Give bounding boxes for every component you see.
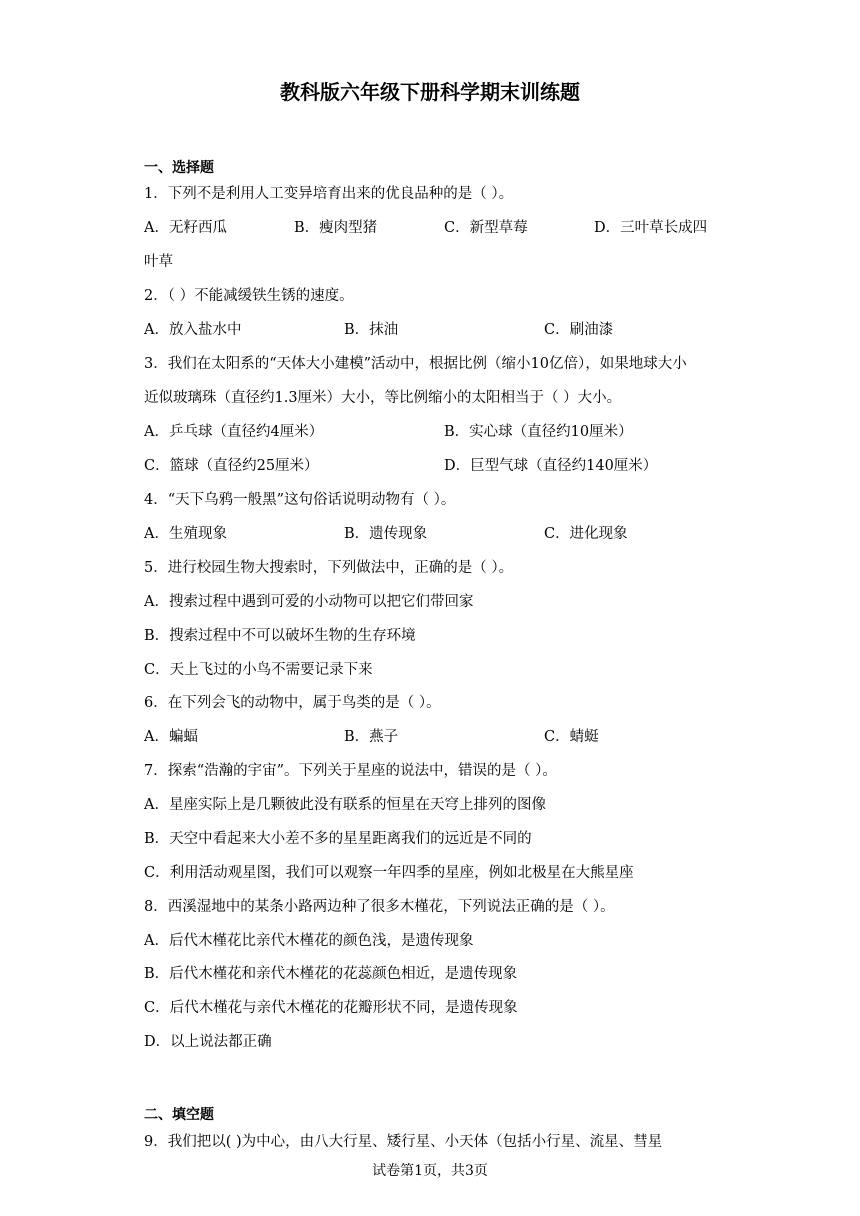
question-7-stem: 7．探索“浩瀚的宇宙”。下列关于星座的说法中，错误的是（ ）。 <box>144 763 557 779</box>
q7-option-c: C．利用活动观星图，我们可以观察一年四季的星座，例如北极星在大熊星座 <box>144 865 634 881</box>
q3-option-b: B．实心球（直径约10厘米） <box>444 424 633 440</box>
q1-option-c: C．新型草莓 <box>444 220 528 236</box>
question-2-stem: 2．（ ）不能减缓铁生锈的速度。 <box>144 288 354 304</box>
question-3-stem-line2: 近似玻璃珠（直径约1.3厘米）大小，等比例缩小的太阳相当于（ ）大小。 <box>144 390 622 406</box>
section-heading-fill: 二、填空题 <box>144 1107 214 1123</box>
q3-option-c: C．篮球（直径约25厘米） <box>144 458 319 474</box>
page-footer: 试卷第1页，共3页 <box>372 1163 488 1179</box>
q5-option-a: A．搜索过程中遇到可爱的小动物可以把它们带回家 <box>144 594 474 610</box>
q1-option-d: D．三叶草长成四 <box>594 220 708 236</box>
q4-option-c: C．进化现象 <box>544 526 628 542</box>
page-title: 教科版六年级下册科学期末训练题 <box>280 80 580 104</box>
q3-option-d: D．巨型气球（直径约140厘米） <box>444 458 658 474</box>
q3-option-a: A．乒乓球（直径约4厘米） <box>144 424 324 440</box>
q6-option-c: C．蜻蜓 <box>544 729 599 745</box>
q4-option-a: A．生殖现象 <box>144 526 227 542</box>
question-4-stem: 4．“天下乌鸦一般黑”这句俗话说明动物有（ ）。 <box>144 492 456 508</box>
q8-option-b: B．后代木槿花和亲代木槿花的花蕊颜色相近，是遗传现象 <box>144 966 518 982</box>
q1-option-d-wrap: 叶草 <box>144 254 173 270</box>
q4-option-b: B．遗传现象 <box>344 526 428 542</box>
question-5-stem: 5．进行校园生物大搜索时，下列做法中，正确的是（ ）。 <box>144 560 514 576</box>
question-1-stem: 1．下列不是利用人工变异培育出来的优良品种的是（ ）。 <box>144 186 514 202</box>
section-heading-choice: 一、选择题 <box>144 160 214 176</box>
q2-option-b: B．抹油 <box>344 322 399 338</box>
q7-option-b: B．天空中看起来大小差不多的星星距离我们的远近是不同的 <box>144 831 532 847</box>
q1-option-a: A．无籽西瓜 <box>144 220 227 236</box>
q2-option-a: A．放入盐水中 <box>144 322 242 338</box>
q5-option-c: C．天上飞过的小鸟不需要记录下来 <box>144 662 373 678</box>
question-3-stem-line1: 3．我们在太阳系的“天体大小建模”活动中，根据比例（缩小10亿倍），如果地球大小 <box>144 356 687 372</box>
q6-option-a: A．蝙蝠 <box>144 729 198 745</box>
q8-option-a: A．后代木槿花比亲代木槿花的颜色浅，是遗传现象 <box>144 933 474 949</box>
q8-option-c: C．后代木槿花与亲代木槿花的花瓣形状不同，是遗传现象 <box>144 1000 518 1016</box>
q2-option-c: C．刷油漆 <box>544 322 614 338</box>
question-8-stem: 8．西溪湿地中的某条小路两边种了很多木槿花，下列说法正确的是（ ）。 <box>144 899 615 915</box>
question-6-stem: 6．在下列会飞的动物中，属于鸟类的是（ ）。 <box>144 695 441 711</box>
q6-option-b: B．燕子 <box>344 729 399 745</box>
q8-option-d: D．以上说法都正确 <box>144 1034 272 1050</box>
q5-option-b: B．搜索过程中不可以破坏生物的生存环境 <box>144 628 416 644</box>
question-9-stem: 9．我们把以( )为中心，由八大行星、矮行星、小天体（包括小行星、流星、彗星 <box>144 1134 663 1150</box>
q1-option-b: B．瘦肉型猪 <box>294 220 378 236</box>
q7-option-a: A．星座实际上是几颗彼此没有联系的恒星在天穹上排列的图像 <box>144 797 546 813</box>
